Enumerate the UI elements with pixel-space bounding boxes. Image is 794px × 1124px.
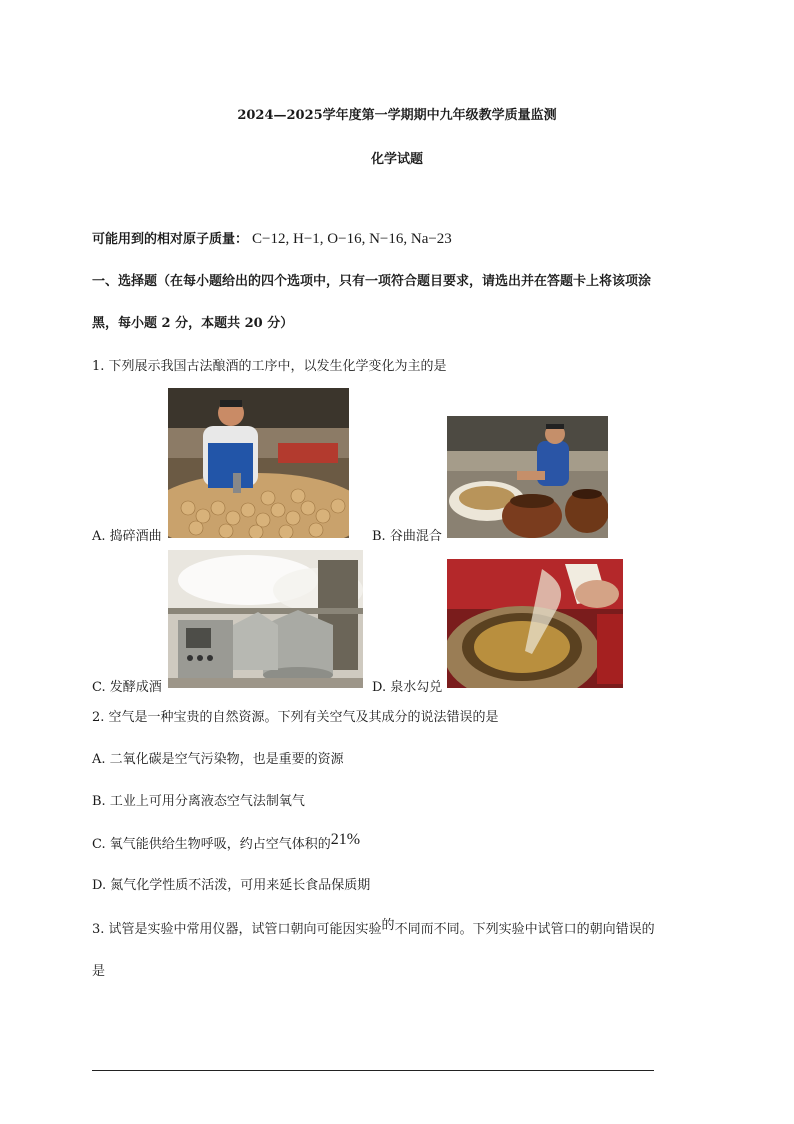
blending-water-photo <box>447 559 623 688</box>
mixing-grain-photo <box>447 416 608 538</box>
q2-option-c-text: C. 氧气能供给生物呼吸，约占空气体积的 <box>92 837 331 852</box>
atomic-mass-label: 可能用到的相对原子质量： <box>92 232 249 247</box>
q3-stem-line2: 是 <box>92 964 106 979</box>
section1-heading-line2: 黑，每小题 2 分，本题共 20 分） <box>92 316 294 331</box>
q2-option-c <box>92 833 360 853</box>
exam-subtitle: 化学试题 <box>370 152 423 167</box>
q3-stem-part-a: 3. 试管是实验中常用仪器，试管口朝向可能因实验 <box>92 922 382 937</box>
atomic-mass-values: C−12, H−1, O−16, N−16, Na−23 <box>252 231 452 247</box>
q1-option-b-label: B. 谷曲混合 <box>372 529 442 544</box>
q2-option-d: D. 氮气化学性质不活泼，可用来延长食品保质期 <box>92 878 371 893</box>
q1-option-c-label: C. 发酵成酒 <box>92 680 162 695</box>
q3-stem-part-c: 不同而不同。下列实验中试管口的朝向错误的 <box>394 922 655 937</box>
q3-stem-part-b: 的 <box>381 918 395 933</box>
q2-option-b: B. 工业上可用分离液态空气法制氧气 <box>92 794 305 809</box>
crushing-yeast-photo <box>168 388 349 538</box>
fermentation-photo <box>168 550 363 688</box>
q1-option-d-label: D. 泉水勾兑 <box>372 680 443 695</box>
q1-option-a-label: A. 捣碎酒曲 <box>92 529 162 544</box>
q3-stem-line1 <box>92 918 655 937</box>
footer-rule <box>92 1070 654 1071</box>
q2-stem: 2. 空气是一种宝贵的自然资源。下列有关空气及其成分的说法错误的是 <box>92 710 499 725</box>
q2-option-a: A. 二氧化碳是空气污染物，也是重要的资源 <box>92 752 344 767</box>
section1-heading-line1: 一、选择题（在每小题给出的四个选项中，只有一项符合题目要求，请选出并在答题卡上将该项涂 <box>92 274 652 289</box>
exam-title: 2024—2025学年度第一学期期中九年级教学质量监测 <box>237 108 557 123</box>
q2-option-c-percent: 21% <box>330 831 361 848</box>
q1-stem: 1. 下列展示我国古法酿酒的工序中，以发生化学变化为主的是 <box>92 359 447 374</box>
atomic-mass-line <box>92 228 452 248</box>
